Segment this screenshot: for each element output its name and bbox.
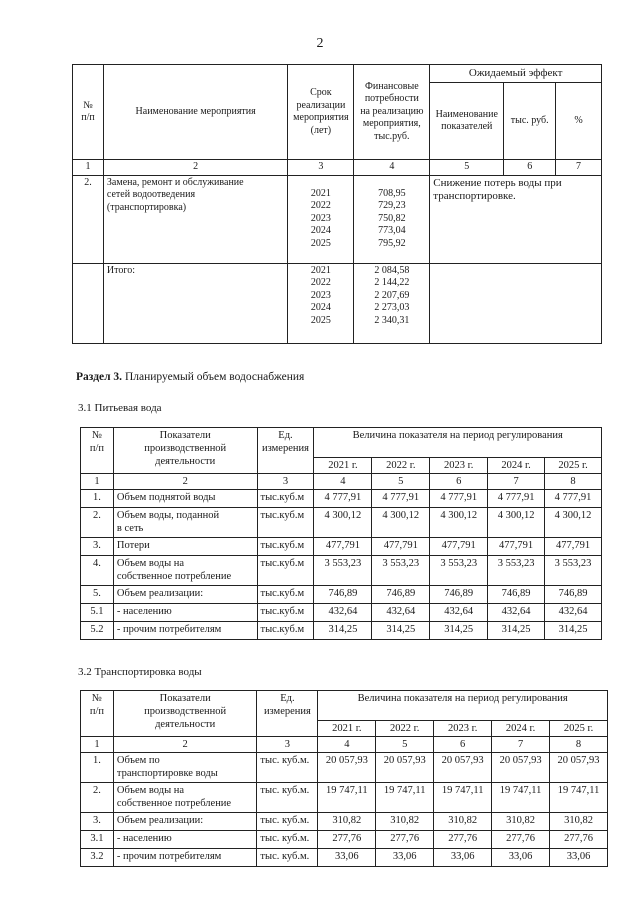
row-unit: тыс.куб.м (257, 556, 314, 586)
row-value: 477,791 (545, 538, 602, 556)
index-cell: 4 (354, 160, 430, 176)
table-row (81, 831, 608, 849)
header-indicator: Показатели производственной деятельности (113, 428, 257, 474)
index-cell: 2 (113, 474, 257, 490)
header-effect-name: Наименование показателей (430, 83, 504, 160)
row-value: 33,06 (376, 849, 434, 867)
row-indicator: Объем по транспортировке воды (113, 753, 257, 783)
row-value: 20 057,93 (376, 753, 434, 783)
row-value: 277,76 (492, 831, 550, 849)
row-value: 3 553,23 (314, 556, 372, 586)
header-year: 2025 г. (550, 721, 608, 737)
header-indicator: Показатели производственной деятельности (113, 691, 257, 737)
row-num: 3.2 (81, 849, 114, 867)
index-cell: 7 (556, 160, 602, 176)
table-row (81, 604, 602, 622)
row-value: 432,64 (430, 604, 488, 622)
row-value: 4 300,12 (488, 508, 545, 538)
table-row (81, 783, 608, 813)
row-indicator: - прочим потребителям (113, 622, 257, 640)
index-cell: 3 (288, 160, 354, 176)
index-cell: 2 (113, 737, 257, 753)
header-year: 2022 г. (372, 458, 430, 474)
header-finance: Финансовые потребности на реализацию мероприятия, тыс.руб. (354, 65, 430, 160)
row-unit: тыс. куб.м. (257, 813, 318, 831)
table-row (81, 753, 608, 783)
index-cell: 5 (430, 160, 504, 176)
row-value: 4 300,12 (545, 508, 602, 538)
row-indicator: Объем реализации: (113, 586, 257, 604)
section-3-heading (76, 371, 304, 383)
row-value: 432,64 (314, 604, 372, 622)
row-value: 3 553,23 (545, 556, 602, 586)
section-3-title: Планируемый объем водоснабжения (124, 371, 305, 383)
index-cell: 3 (257, 474, 314, 490)
row-value: 19 747,11 (318, 783, 376, 813)
row-value: 314,25 (545, 622, 602, 640)
row-value: 310,82 (550, 813, 608, 831)
row-value: 746,89 (488, 586, 545, 604)
table-row (81, 849, 608, 867)
row-num: 3. (81, 813, 114, 831)
row-value: 310,82 (318, 813, 376, 831)
row-num: 5. (81, 586, 114, 604)
row-value: 432,64 (488, 604, 545, 622)
row-num: 3.1 (81, 831, 114, 849)
header-year: 2023 г. (434, 721, 492, 737)
measures-table (72, 64, 602, 344)
row-value: 314,25 (372, 622, 430, 640)
row-measure-name: Замена, ремонт и обслуживание сетей водоотведения (транспортировка) (103, 175, 287, 263)
row-value: 4 777,91 (314, 490, 372, 508)
row-value: 310,82 (376, 813, 434, 831)
row-unit: тыс. куб.м. (257, 753, 318, 783)
row-value: 746,89 (545, 586, 602, 604)
row-value: 3 553,23 (372, 556, 430, 586)
row-value: 477,791 (372, 538, 430, 556)
water-transport-rows (81, 753, 608, 867)
row-num: 5.1 (81, 604, 114, 622)
row-num: 2. (81, 783, 114, 813)
row-value: 20 057,93 (434, 753, 492, 783)
index-cell: 3 (257, 737, 318, 753)
row-value: 477,791 (488, 538, 545, 556)
row-unit: тыс. куб.м. (257, 783, 318, 813)
table-row (81, 508, 602, 538)
index-cell: 8 (545, 474, 602, 490)
row-value: 277,76 (376, 831, 434, 849)
row-value: 19 747,11 (492, 783, 550, 813)
row-indicator: - населению (113, 831, 257, 849)
row-num: 3. (81, 538, 114, 556)
header-num: № п/п (81, 428, 114, 474)
header-unit: Ед. измерения (257, 428, 314, 474)
index-row (73, 160, 602, 176)
row-value: 4 777,91 (372, 490, 430, 508)
row-value: 4 300,12 (430, 508, 488, 538)
index-cell: 6 (504, 160, 556, 176)
row-value: 33,06 (492, 849, 550, 867)
row-unit: тыс.куб.м (257, 538, 314, 556)
table-row (81, 490, 602, 508)
header-term: Срок реализации мероприятия (лет) (288, 65, 354, 160)
row-num: 2. (73, 175, 104, 263)
index-cell: 6 (430, 474, 488, 490)
row-num: 2. (81, 508, 114, 538)
row-value: 33,06 (550, 849, 608, 867)
row-value: 33,06 (434, 849, 492, 867)
row-indicator: - населению (113, 604, 257, 622)
row-value: 314,25 (430, 622, 488, 640)
row-unit: тыс.куб.м (257, 508, 314, 538)
row-value: 4 777,91 (430, 490, 488, 508)
row-total-label: Итого: (103, 263, 287, 343)
subsection-3-1-title: 3.1 Питьевая вода (78, 402, 162, 414)
table-row (73, 263, 602, 343)
row-value: 3 553,23 (488, 556, 545, 586)
header-unit: Ед. измерения (257, 691, 318, 737)
row-indicator: Объем реализации: (113, 813, 257, 831)
row-value: 746,89 (430, 586, 488, 604)
index-cell: 7 (492, 737, 550, 753)
row-indicator: - прочим потребителям (113, 849, 257, 867)
row-indicator: Объем воды на собственное потребление (113, 783, 257, 813)
index-cell: 4 (318, 737, 376, 753)
row-value: 314,25 (314, 622, 372, 640)
table-row (81, 622, 602, 640)
row-value: 314,25 (488, 622, 545, 640)
row-indicator: Объем поднятой воды (113, 490, 257, 508)
row-unit: тыс.куб.м (257, 586, 314, 604)
header-year: 2024 г. (488, 458, 545, 474)
row-value: 277,76 (550, 831, 608, 849)
row-unit: тыс.куб.м (257, 490, 314, 508)
index-cell: 5 (372, 474, 430, 490)
page-number: 2 (316, 36, 324, 51)
header-year: 2025 г. (545, 458, 602, 474)
row-effect: Снижение потерь воды при транспортировке. (430, 175, 602, 263)
row-value: 4 777,91 (545, 490, 602, 508)
index-cell: 5 (376, 737, 434, 753)
row-value: 310,82 (492, 813, 550, 831)
row-value: 19 747,11 (550, 783, 608, 813)
header-year: 2022 г. (376, 721, 434, 737)
row-value: 277,76 (318, 831, 376, 849)
index-row (81, 737, 608, 753)
header-period: Величина показателя на период регулирования (314, 428, 602, 458)
row-value: 19 747,11 (376, 783, 434, 813)
row-value: 432,64 (545, 604, 602, 622)
section-3-label: Раздел 3. (76, 371, 123, 383)
row-value: 4 300,12 (314, 508, 372, 538)
row-num: 5.2 (81, 622, 114, 640)
header-effect-pct: % (556, 83, 602, 160)
row-value: 33,06 (318, 849, 376, 867)
header-year: 2021 г. (314, 458, 372, 474)
row-value: 746,89 (314, 586, 372, 604)
row-amounts: 2 084,58 2 144,22 2 207,69 2 273,03 2 340,31 (354, 263, 430, 343)
header-period: Величина показателя на период регулирования (318, 691, 608, 721)
drinking-water-rows (81, 490, 602, 640)
row-value: 277,76 (434, 831, 492, 849)
row-years: 2021 2022 2023 2024 2025 (288, 263, 354, 343)
row-value: 4 300,12 (372, 508, 430, 538)
row-num: 4. (81, 556, 114, 586)
table-row (81, 813, 608, 831)
row-value: 4 777,91 (488, 490, 545, 508)
index-cell: 8 (550, 737, 608, 753)
row-num: 1. (81, 753, 114, 783)
row-value: 477,791 (314, 538, 372, 556)
row-effect (430, 263, 602, 343)
header-measure-name: Наименование мероприятия (103, 65, 287, 160)
row-value: 3 553,23 (430, 556, 488, 586)
row-num (73, 263, 104, 343)
table-row (81, 556, 602, 586)
water-transport-table (80, 690, 608, 867)
row-value: 20 057,93 (318, 753, 376, 783)
row-indicator: Объем воды на собственное потребление (113, 556, 257, 586)
index-cell: 2 (103, 160, 287, 176)
row-unit: тыс.куб.м (257, 622, 314, 640)
row-years: 2021 2022 2023 2024 2025 (288, 175, 354, 263)
row-value: 20 057,93 (492, 753, 550, 783)
table-row (73, 175, 602, 263)
header-year: 2023 г. (430, 458, 488, 474)
row-unit: тыс. куб.м. (257, 831, 318, 849)
header-num: № п/п (81, 691, 114, 737)
table-row (81, 538, 602, 556)
subsection-3-2-title: 3.2 Транспортировка воды (78, 666, 202, 678)
index-cell: 4 (314, 474, 372, 490)
header-year: 2021 г. (318, 721, 376, 737)
header-num: № п/п (73, 65, 104, 160)
row-indicator: Потери (113, 538, 257, 556)
row-unit: тыс. куб.м. (257, 849, 318, 867)
index-cell: 1 (73, 160, 104, 176)
row-indicator: Объем воды, поданной в сеть (113, 508, 257, 538)
row-value: 310,82 (434, 813, 492, 831)
row-amounts: 708,95 729,23 750,82 773,04 795,92 (354, 175, 430, 263)
table-row (81, 586, 602, 604)
row-value: 746,89 (372, 586, 430, 604)
row-num: 1. (81, 490, 114, 508)
index-cell: 6 (434, 737, 492, 753)
header-year: 2024 г. (492, 721, 550, 737)
row-value: 432,64 (372, 604, 430, 622)
row-unit: тыс.куб.м (257, 604, 314, 622)
index-cell: 1 (81, 737, 114, 753)
row-value: 20 057,93 (550, 753, 608, 783)
row-value: 19 747,11 (434, 783, 492, 813)
index-cell: 7 (488, 474, 545, 490)
header-expected-effect: Ожидаемый эффект (430, 65, 602, 83)
row-value: 477,791 (430, 538, 488, 556)
header-effect-rub: тыс. руб. (504, 83, 556, 160)
index-row (81, 474, 602, 490)
drinking-water-table (80, 427, 602, 640)
index-cell: 1 (81, 474, 114, 490)
